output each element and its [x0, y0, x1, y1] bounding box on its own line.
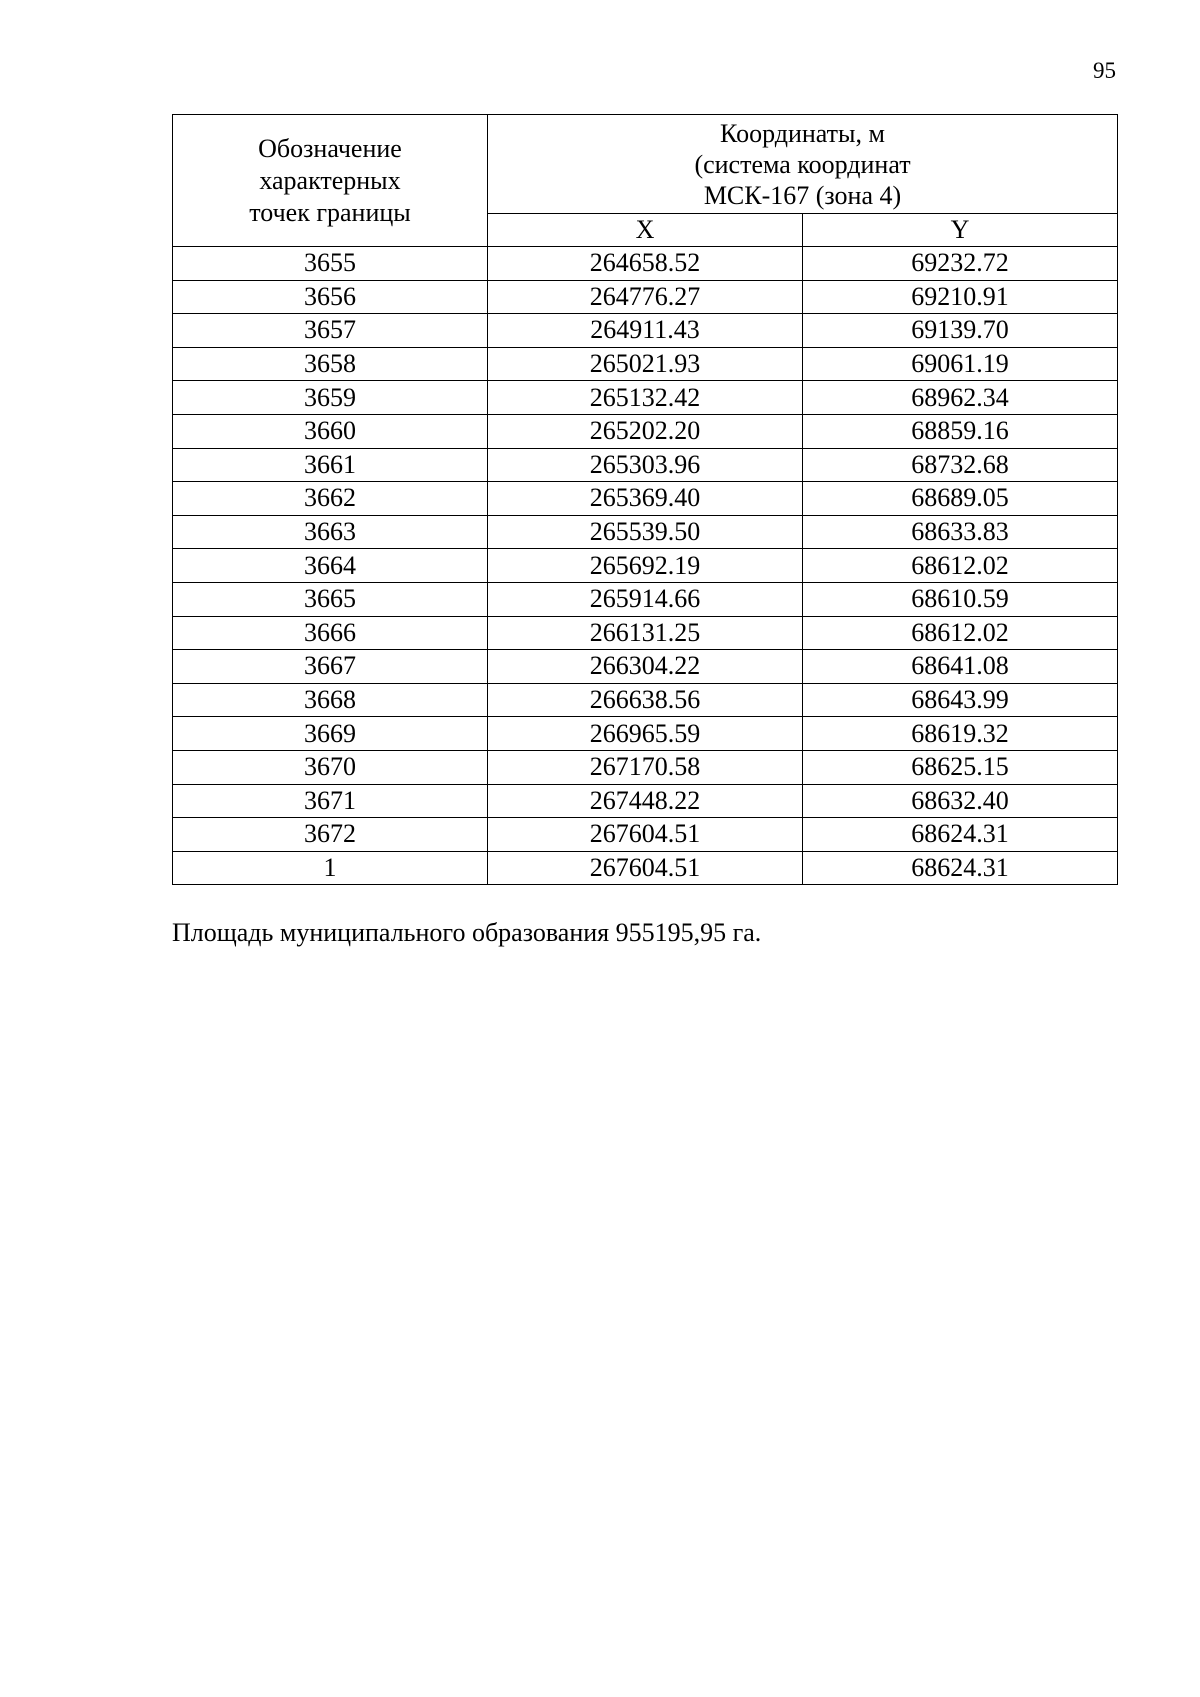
- header-coords-line: Координаты, м: [720, 118, 885, 148]
- y-cell: 68610.59: [803, 582, 1118, 616]
- table-row: [173, 414, 1118, 448]
- x-cell: 265132.42: [488, 381, 803, 415]
- point-cell: 3672: [173, 818, 488, 852]
- table-row: [173, 750, 1118, 784]
- y-cell: 69232.72: [803, 247, 1118, 281]
- point-cell: 3667: [173, 650, 488, 684]
- header-point-line: точек границы: [249, 197, 411, 227]
- point-cell: 3670: [173, 750, 488, 784]
- point-cell: 1: [173, 851, 488, 885]
- x-cell: 266304.22: [488, 650, 803, 684]
- table-row: [173, 448, 1118, 482]
- point-cell: 3661: [173, 448, 488, 482]
- y-cell: 69061.19: [803, 347, 1118, 381]
- header-y: Y: [803, 214, 1118, 247]
- x-cell: 265914.66: [488, 582, 803, 616]
- y-cell: 68632.40: [803, 784, 1118, 818]
- x-cell: 267448.22: [488, 784, 803, 818]
- y-cell: 68643.99: [803, 683, 1118, 717]
- y-cell: 68624.31: [803, 818, 1118, 852]
- x-cell: 264658.52: [488, 247, 803, 281]
- point-cell: 3663: [173, 515, 488, 549]
- table-row: [173, 650, 1118, 684]
- y-cell: 68641.08: [803, 650, 1118, 684]
- y-cell: 68962.34: [803, 381, 1118, 415]
- table-row: [173, 851, 1118, 885]
- table-row: [173, 280, 1118, 314]
- x-cell: 265303.96: [488, 448, 803, 482]
- y-cell: 68633.83: [803, 515, 1118, 549]
- y-cell: 68625.15: [803, 750, 1118, 784]
- x-cell: 266965.59: [488, 717, 803, 751]
- table-row: [173, 247, 1118, 281]
- area-note: Площадь муниципального образования 955195,95 га.: [172, 918, 762, 947]
- header-coordinates: [488, 115, 1118, 214]
- point-cell: 3655: [173, 247, 488, 281]
- page-number: 95: [1093, 58, 1116, 83]
- table-row: [173, 683, 1118, 717]
- table-row: [173, 818, 1118, 852]
- table-row: [173, 381, 1118, 415]
- x-cell: 265692.19: [488, 549, 803, 583]
- y-cell: 69139.70: [803, 314, 1118, 348]
- point-cell: 3665: [173, 582, 488, 616]
- x-cell: 267170.58: [488, 750, 803, 784]
- point-cell: 3657: [173, 314, 488, 348]
- y-cell: 69210.91: [803, 280, 1118, 314]
- table-row: [173, 784, 1118, 818]
- x-cell: 265021.93: [488, 347, 803, 381]
- coordinates-table-body: [173, 247, 1118, 885]
- x-cell: 265369.40: [488, 482, 803, 516]
- point-cell: 3671: [173, 784, 488, 818]
- x-cell: 264911.43: [488, 314, 803, 348]
- y-cell: 68732.68: [803, 448, 1118, 482]
- y-cell: 68612.02: [803, 549, 1118, 583]
- x-cell: 265539.50: [488, 515, 803, 549]
- point-cell: 3666: [173, 616, 488, 650]
- x-cell: 267604.51: [488, 818, 803, 852]
- point-cell: 3659: [173, 381, 488, 415]
- header-coords-line: МСК-167 (зона 4): [703, 180, 902, 210]
- table-row: [173, 515, 1118, 549]
- point-cell: 3668: [173, 683, 488, 717]
- point-cell: 3664: [173, 549, 488, 583]
- x-cell: 265202.20: [488, 414, 803, 448]
- x-cell: 266131.25: [488, 616, 803, 650]
- table-row: [173, 582, 1118, 616]
- header-point-designation: [173, 115, 488, 247]
- point-cell: 3660: [173, 414, 488, 448]
- point-cell: 3656: [173, 280, 488, 314]
- y-cell: 68624.31: [803, 851, 1118, 885]
- table-row: [173, 347, 1118, 381]
- point-cell: 3662: [173, 482, 488, 516]
- table-row: [173, 549, 1118, 583]
- coordinates-table: [172, 114, 1118, 885]
- header-x: X: [488, 214, 803, 247]
- table-row: [173, 482, 1118, 516]
- x-cell: 267604.51: [488, 851, 803, 885]
- x-cell: 266638.56: [488, 683, 803, 717]
- table-row: [173, 314, 1118, 348]
- y-cell: 68859.16: [803, 414, 1118, 448]
- table-row: [173, 616, 1118, 650]
- table-row: [173, 717, 1118, 751]
- header-point-line: Обозначение: [258, 133, 402, 163]
- point-cell: 3669: [173, 717, 488, 751]
- x-cell: 264776.27: [488, 280, 803, 314]
- header-point-line: характерных: [259, 165, 401, 195]
- y-cell: 68612.02: [803, 616, 1118, 650]
- y-cell: 68689.05: [803, 482, 1118, 516]
- y-cell: 68619.32: [803, 717, 1118, 751]
- point-cell: 3658: [173, 347, 488, 381]
- header-coords-line: (система координат: [694, 149, 911, 179]
